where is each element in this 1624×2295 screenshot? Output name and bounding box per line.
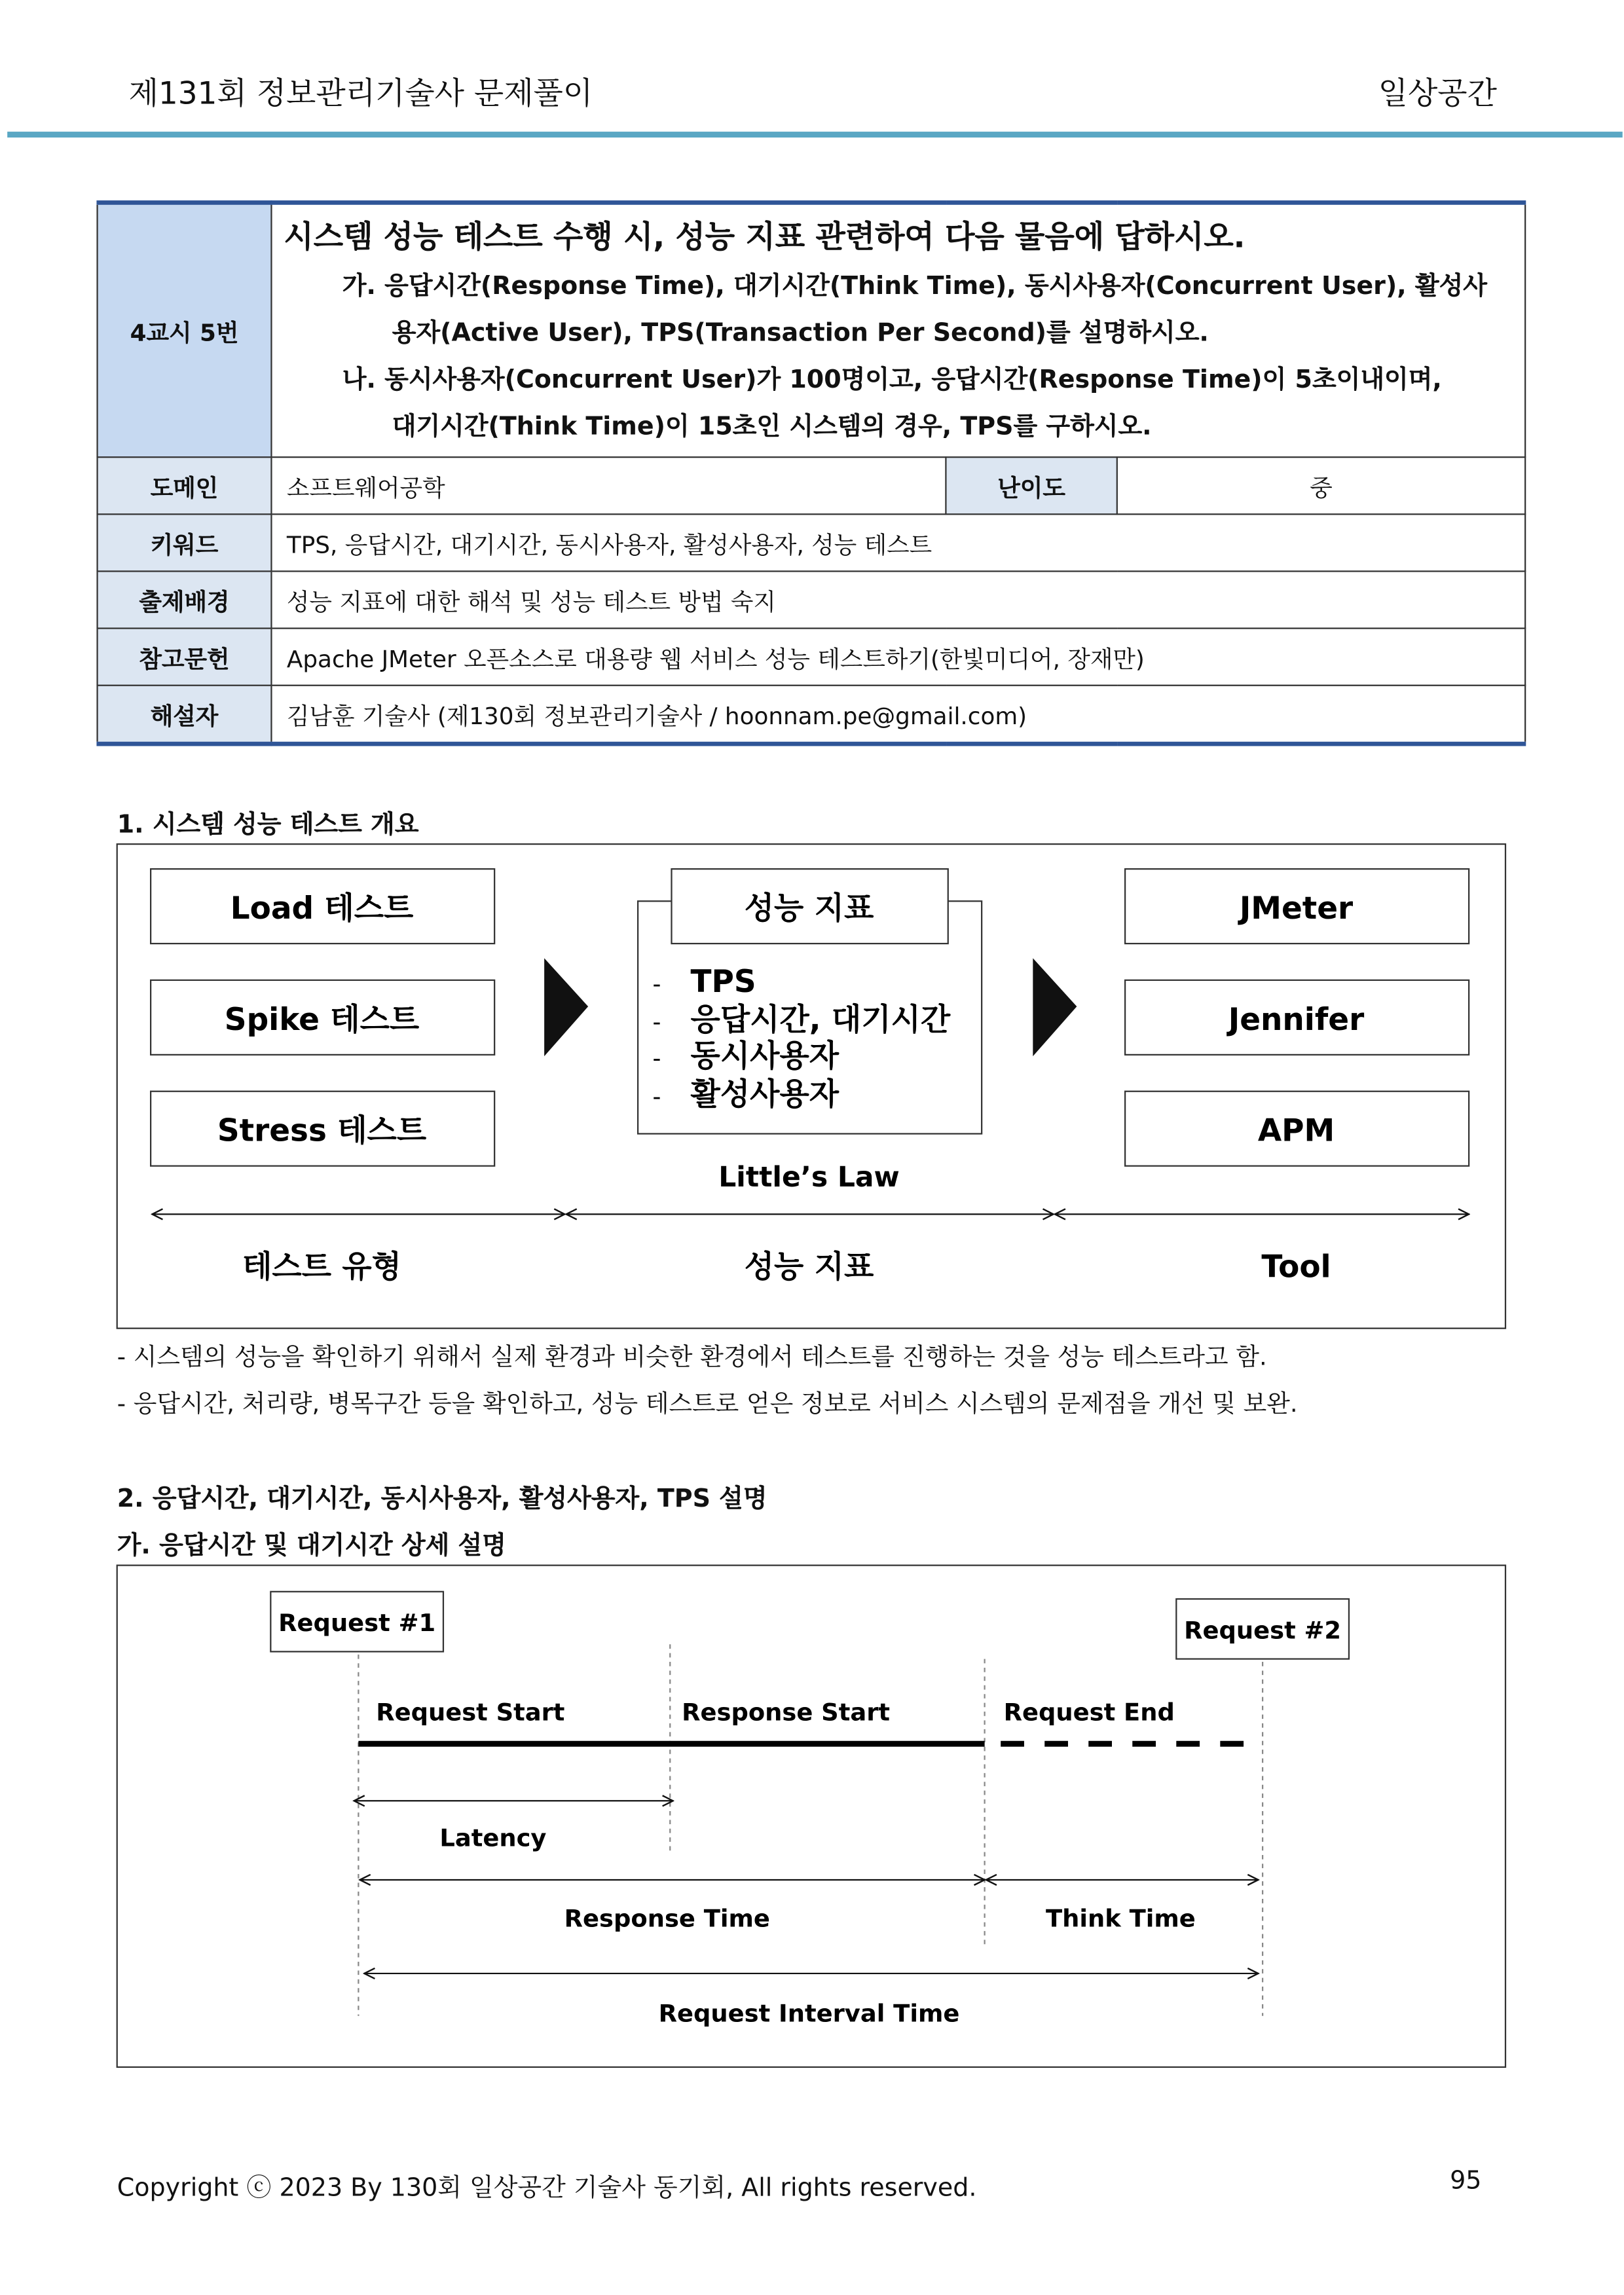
- question-title: 시스템 성능 테스트 수행 시, 성능 지표 관련하여 다음 물음에 답하시오.: [284, 219, 1246, 255]
- question-number: 4교시 5번: [98, 202, 272, 457]
- question-b-line1: 나. 동시사용자(Concurrent User)가 100명이고, 응답시간(Response Time)이 5초이내이며,: [342, 365, 1442, 395]
- bullet-dash: -: [652, 1008, 661, 1036]
- tool-apm: APM: [1257, 1112, 1335, 1149]
- difficulty-value: 중: [1117, 457, 1525, 514]
- header-title: 제131회 정보관리기술사 문제풀이: [128, 76, 593, 111]
- metric-item: 활성사용자: [690, 1076, 840, 1112]
- arrow-right-icon: [1033, 958, 1077, 1056]
- overview-bullet: - 응답시간, 처리량, 병목구간 등을 확인하고, 성능 테스트로 얻은 정보로 서비스 시스템의 문제점을 개선 및 보완.: [117, 1389, 1298, 1418]
- question-a-line2: 용자(Active User), TPS(Transaction Per Second)를 설명하시오.: [392, 319, 1209, 348]
- think-time-label: Think Time: [1045, 1904, 1196, 1933]
- test-type-load: Load 테스트: [230, 890, 414, 927]
- request2-label: Request #2: [1184, 1616, 1342, 1645]
- response-start-label: Response Start: [682, 1698, 891, 1727]
- test-type-spike: Spike 테스트: [224, 1001, 420, 1038]
- interval-time-label: Request Interval Time: [658, 1999, 960, 2028]
- axis-label-test-type: 테스트 유형: [242, 1249, 401, 1285]
- request-start-label: Request Start: [376, 1698, 565, 1727]
- bullet-dash: -: [652, 1083, 661, 1111]
- metric-item: TPS: [690, 963, 756, 1000]
- response-time-label: Response Time: [564, 1904, 770, 1933]
- background-value: 성능 지표에 대한 해석 및 성능 테스트 방법 숙지: [271, 571, 1525, 628]
- littles-law: Little’s Law: [718, 1161, 900, 1194]
- section2-heading: 2. 응답시간, 대기시간, 동시사용자, 활성사용자, TPS 설명: [117, 1484, 767, 1515]
- background-label: 출제배경: [98, 571, 272, 628]
- metric-item: 응답시간, 대기시간: [690, 1001, 951, 1038]
- overview-bullet: - 시스템의 성능을 확인하기 위해서 실제 환경과 비슷한 환경에서 테스트를 진행하는 것을 성능 테스트라고 함.: [117, 1342, 1267, 1371]
- footer-copyright: Copyright ⓒ 2023 By 130회 일상공간 기술사 동기회, All rights reserved.: [117, 2174, 977, 2203]
- section1-heading: 1. 시스템 성능 테스트 개요: [117, 810, 419, 840]
- section2-subheading: 가. 응답시간 및 대기시간 상세 설명: [117, 1532, 506, 1561]
- request1-label: Request #1: [278, 1609, 436, 1638]
- domain-value: 소프트웨어공학: [271, 457, 946, 514]
- reference-value: Apache JMeter 오픈소스로 대용량 웹 서비스 성능 테스트하기(한빛미디어, 장재만): [271, 629, 1525, 686]
- test-type-stress: Stress 테스트: [217, 1112, 427, 1149]
- request-end-label: Request End: [1003, 1698, 1175, 1727]
- metric-item: 동시사용자: [690, 1038, 840, 1074]
- reference-label: 참고문헌: [98, 629, 272, 686]
- header-brand: 일상공간: [1378, 76, 1497, 111]
- metrics-title: 성능 지표: [744, 890, 874, 927]
- page-number: 95: [1450, 2166, 1482, 2196]
- bullet-dash: -: [652, 1045, 661, 1073]
- tool-jmeter: JMeter: [1239, 890, 1354, 927]
- author-label: 해설자: [98, 686, 272, 744]
- axis-label-metrics: 성능 지표: [744, 1249, 874, 1285]
- difficulty-label: 난이도: [946, 457, 1116, 514]
- axis-label-tool: Tool: [1261, 1249, 1331, 1285]
- keyword-label: 키워드: [98, 514, 272, 571]
- tool-jennifer: Jennifer: [1228, 1001, 1365, 1038]
- domain-label: 도메인: [98, 457, 272, 514]
- arrow-right-icon: [544, 958, 588, 1056]
- keyword-value: TPS, 응답시간, 대기시간, 동시사용자, 활성사용자, 성능 테스트: [271, 514, 1525, 571]
- question-a-line1: 가. 응답시간(Response Time), 대기시간(Think Time), 동시사용자(Concurrent User), 활성사: [342, 272, 1487, 302]
- question-b-line2: 대기시간(Think Time)이 15초인 시스템의 경우, TPS를 구하시오.: [392, 413, 1152, 442]
- author-value: 김남훈 기술사 (제130회 정보관리기술사 / hoonnam.pe@gmail.com): [271, 686, 1525, 744]
- bullet-dash: -: [652, 970, 661, 998]
- latency-label: Latency: [439, 1824, 547, 1852]
